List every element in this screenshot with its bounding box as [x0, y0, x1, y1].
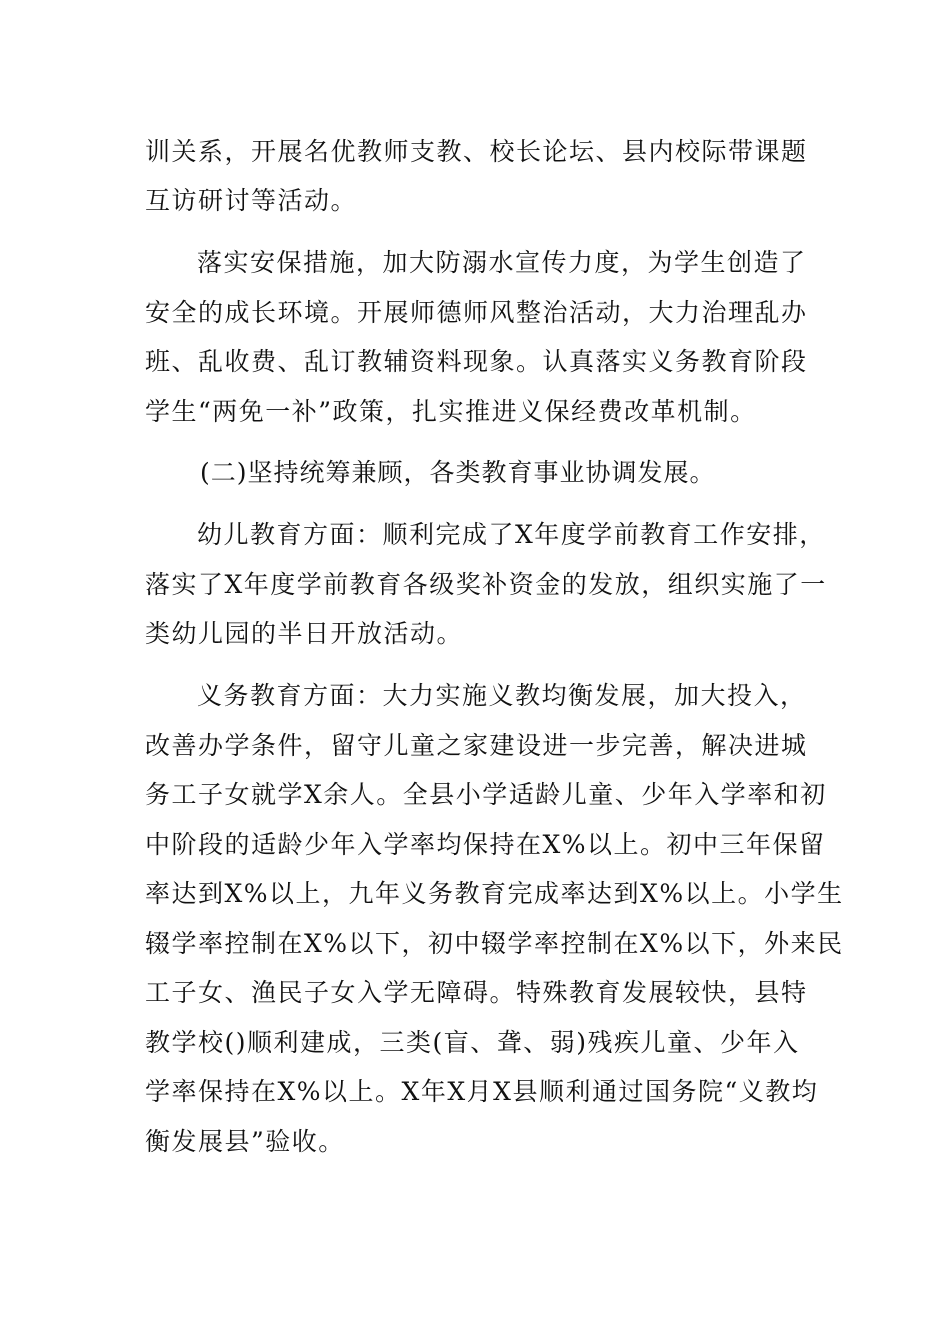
text-line: 工子女、渔民子女入学无障碍。特殊教育发展较快，县特	[145, 978, 808, 1007]
section-heading: (二)坚持统筹兼顾，各类教育事业协调发展。	[200, 458, 716, 487]
text-line: 中阶段的适龄少年入学率均保持在X%以上。初中三年保留	[145, 830, 826, 859]
text-line: 学率保持在X%以上。X年X月X县顺利通过国务院“义教均	[145, 1077, 819, 1106]
text-line: 率达到X%以上，九年义务教育完成率达到X%以上。小学生	[145, 879, 844, 908]
text-line: 互访研讨等活动。	[145, 186, 358, 215]
text-line: 落实了X年度学前教育各级奖补资金的发放，组织实施了一	[145, 570, 827, 599]
text-line: 改善办学条件，留守儿童之家建设进一步完善，解决进城	[145, 731, 808, 760]
paragraph-start-line: 落实安保措施，加大防溺水宣传力度，为学生创造了	[197, 248, 807, 277]
text-line: 安全的成长环境。开展师德师风整治活动，大力治理乱办	[145, 298, 808, 327]
text-line: 学生“两免一补”政策，扎实推进义保经费改革机制。	[145, 397, 757, 426]
text-line: 衡发展县”验收。	[145, 1127, 345, 1156]
text-line: 教学校()顺利建成，三类(盲、聋、弱)残疾儿童、少年入	[145, 1028, 800, 1057]
text-line: 类幼儿园的半日开放活动。	[145, 619, 464, 648]
text-line: 辍学率控制在X%以下，初中辍学率控制在X%以下，外来民	[145, 929, 844, 958]
text-line: 务工子女就学X余人。全县小学适龄儿童、少年入学率和初	[145, 780, 827, 809]
text-line: 班、乱收费、乱订教辅资料现象。认真落实义务教育阶段	[145, 347, 808, 376]
text-line: 训关系，开展名优教师支教、校长论坛、县内校际带课题	[145, 137, 808, 166]
paragraph-start-line: 义务教育方面：大力实施义教均衡发展，加大投入，	[197, 681, 807, 710]
paragraph-start-line: 幼儿教育方面：顺利完成了X年度学前教育工作安排，	[197, 520, 826, 549]
